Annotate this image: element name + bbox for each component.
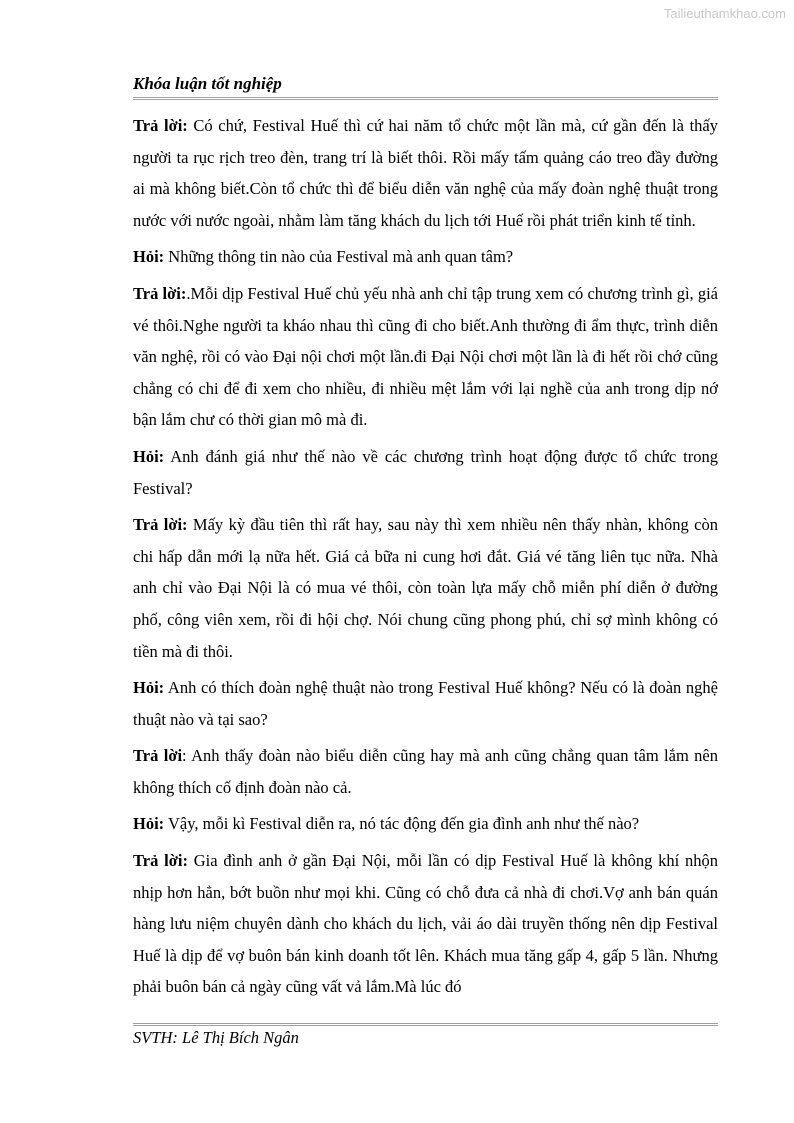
paragraph-answer-1 xyxy=(133,110,718,236)
question-label: Hỏi: xyxy=(133,247,165,267)
paragraph-answer-5 xyxy=(133,845,718,1003)
document-body xyxy=(133,110,718,1008)
header-rule xyxy=(133,97,718,100)
paragraph-text: Mấy kỳ đầu tiên thì rất hay, sau này thì xem nhiều nên thấy nhàn, không còn chi hấp dẫn mới lạ nữa hết. Giá cả bữa ni cung hơi đắt. Giá vé tăng liên tục nữa. Nhà anh chỉ vào Đại Nội là có mua vé thôi, còn toàn lựa mấy chỗ miễn phí diễn ở đường phố, công viên xem, rồi đi hội chợ. Nói chung cũng phong phú, chỉ sợ mình không có tiền mà đi thôi. xyxy=(133,515,718,661)
answer-label: Trả lời xyxy=(133,746,183,766)
paragraph-text: .Mỗi dịp Festival Huế chủ yếu nhà anh chỉ tập trung xem có chương trình gì, giá vé thôi.Nghe người ta kháo nhau thì cũng đi cho biết.Anh thường đi ẩm thực, trình diễn văn nghệ, rồi có vào Đại nội chơi một lần.đi Đại Nội chơi một lần là đi hết rồi chớ cũng chẳng có chi để đi xem cho nhiều, đi nhiều mệt lắm với lại nghề của anh trong dịp nớ bận lắm chư có thời gian mô mà đi. xyxy=(133,283,718,430)
paragraph-question-4 xyxy=(133,808,718,840)
question-label: Hỏi: xyxy=(133,678,165,698)
paragraph-answer-4 xyxy=(133,740,718,803)
footer-author: SVTH: Lê Thị Bích Ngân xyxy=(133,1028,299,1047)
paragraph-text: Anh đánh giá như thế nào về các chương trình hoạt động được tổ chức trong Festival? xyxy=(133,446,718,498)
answer-label: Trả lời: xyxy=(133,116,188,135)
watermark: Tailieuthamkhao.com xyxy=(663,6,786,21)
paragraph-text: Anh có thích đoàn nghệ thuật nào trong Festival Huế không? Nếu có là đoàn nghệ thuật nào và tại sao? xyxy=(133,678,718,729)
header-title: Khóa luận tốt nghiệp xyxy=(133,74,282,93)
question-label: Hỏi: xyxy=(133,446,165,466)
paragraph-question-1 xyxy=(133,241,718,273)
answer-label: Trả lời: xyxy=(133,515,188,535)
answer-label: Trả lời: xyxy=(133,851,188,871)
paragraph-question-3 xyxy=(133,672,718,735)
paragraph-answer-3 xyxy=(133,509,718,667)
question-label: Hỏi: xyxy=(133,814,165,834)
paragraph-text: Gia đình anh ở gần Đại Nội, mỗi lần có dịp Festival Huế là không khí nhộn nhịp hơn hẳn, bớt buồn như mọi khi. Cũng có chỗ đưa cả nhà đi chơi.Vợ anh bán quán hàng lưu niệm chuyên dành cho khách du lịch, vải áo dài truyền thống nên dịp Festival Huế là dịp để vợ buôn bán kinh doanh tốt lên. Khách mua tăng gấp 4, gấp 5 lần. Nhưng phải buôn bán cả ngày cũng vất vả lắm.Mà lúc đó xyxy=(133,851,718,997)
paragraph-answer-2 xyxy=(133,278,718,436)
footer-rule xyxy=(133,1023,718,1026)
paragraph-text: Những thông tin nào của Festival mà anh quan tâm? xyxy=(164,247,514,267)
paragraph-question-2 xyxy=(133,441,718,504)
paragraph-text: Có chứ, Festival Huế thì cứ hai năm tổ chức một lần mà, cứ gần đến là thấy người ta rục rịch treo đèn, trang trí là biết thôi. Rồi mấy tấm quảng cáo treo đầy đường ai mà không biết.Còn tổ chức thì để biểu diễn văn nghệ của mấy đoàn nghệ thuật trong nước với nước ngoài, nhằm làm tăng khách du lịch tới Huế rồi phát triển kinh tế tỉnh. xyxy=(133,116,719,230)
paragraph-text: Vậy, mỗi kì Festival diễn ra, nó tác động đến gia đình anh như thế nào? xyxy=(164,814,640,834)
answer-label: Trả lời: xyxy=(133,283,187,303)
paragraph-text: : Anh thấy đoàn nào biểu diễn cũng hay mà anh cũng chẳng quan tâm lắm nên không thích cố định đoàn nào cả. xyxy=(133,746,718,797)
